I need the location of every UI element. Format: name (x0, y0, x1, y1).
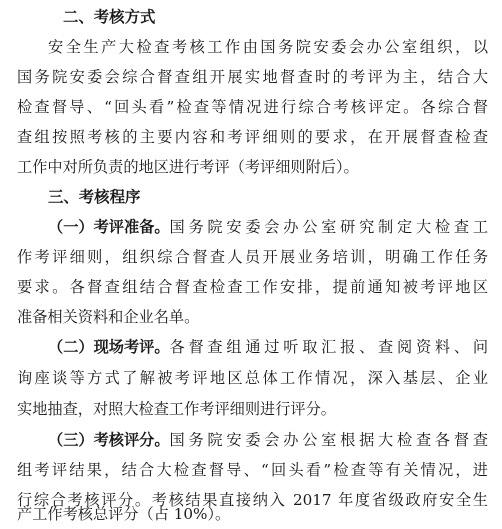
paragraph-line: 各督查组通过听取汇报、查阅资料、问 (169, 338, 488, 356)
paragraph-line: 实地抽查，对照大检查工作考评细则进行评分。 (17, 400, 336, 418)
paragraph-line: 准备相关资料和企业名单。 (17, 308, 200, 326)
paragraph-line: 查组按照考核的主要内容和考评细则的要求，在开展督查检查 (17, 128, 488, 146)
procedure-item-onsite-evaluation (48, 332, 488, 362)
paragraph-line: 工作中对所负责的地区进行考评（考评细则附后）。 (17, 158, 359, 176)
paragraph-line: 行综合考核评分。考核结果直接纳入 2017 年度省级政府安全生 (17, 491, 488, 509)
procedure-item-scoring (48, 425, 488, 455)
paragraph-line: 组考评结果，结合大检查督导、“回头看”检查等有关情况，进 (17, 461, 488, 479)
procedure-item-preparation (48, 212, 488, 242)
section-heading-assessment-method: 二、考核方式 (63, 8, 156, 26)
item-lead: （一）考评准备。 (48, 218, 170, 236)
paragraph-line: 国务院安委会办公室研究制定大检查工 (169, 218, 488, 236)
section-heading-assessment-procedure: 三、考核程序 (48, 188, 141, 206)
paragraph-line: 安全生产大检查考核工作由国务院安委会办公室组织，以 (48, 38, 488, 56)
paragraph-line: 国务院安委会综合督查组开展实地督查时的考评为主，结合大 (17, 68, 488, 86)
paragraph-line: 检查督导、“回头看”检查等情况进行综合考核评定。各综合督 (17, 98, 488, 116)
paragraph-line: 作考评细则，组织综合督查人员开展业务培训，明确工作任务 (17, 248, 488, 266)
paragraph-line: 询座谈等方式了解被考评地区总体工作情况，深入基层、企业 (17, 369, 488, 387)
paragraph-line: 国务院安委会办公室根据大检查各督查 (169, 431, 488, 449)
paragraph-line: 要求。各督查组结合督查检查工作安排，提前通知被考评地区 (17, 278, 488, 296)
paragraph-line: 产工作考核总评分（占 10%）。 (17, 505, 231, 523)
item-lead: （三）考核评分。 (48, 431, 170, 449)
item-lead: （二）现场考评。 (48, 338, 170, 356)
